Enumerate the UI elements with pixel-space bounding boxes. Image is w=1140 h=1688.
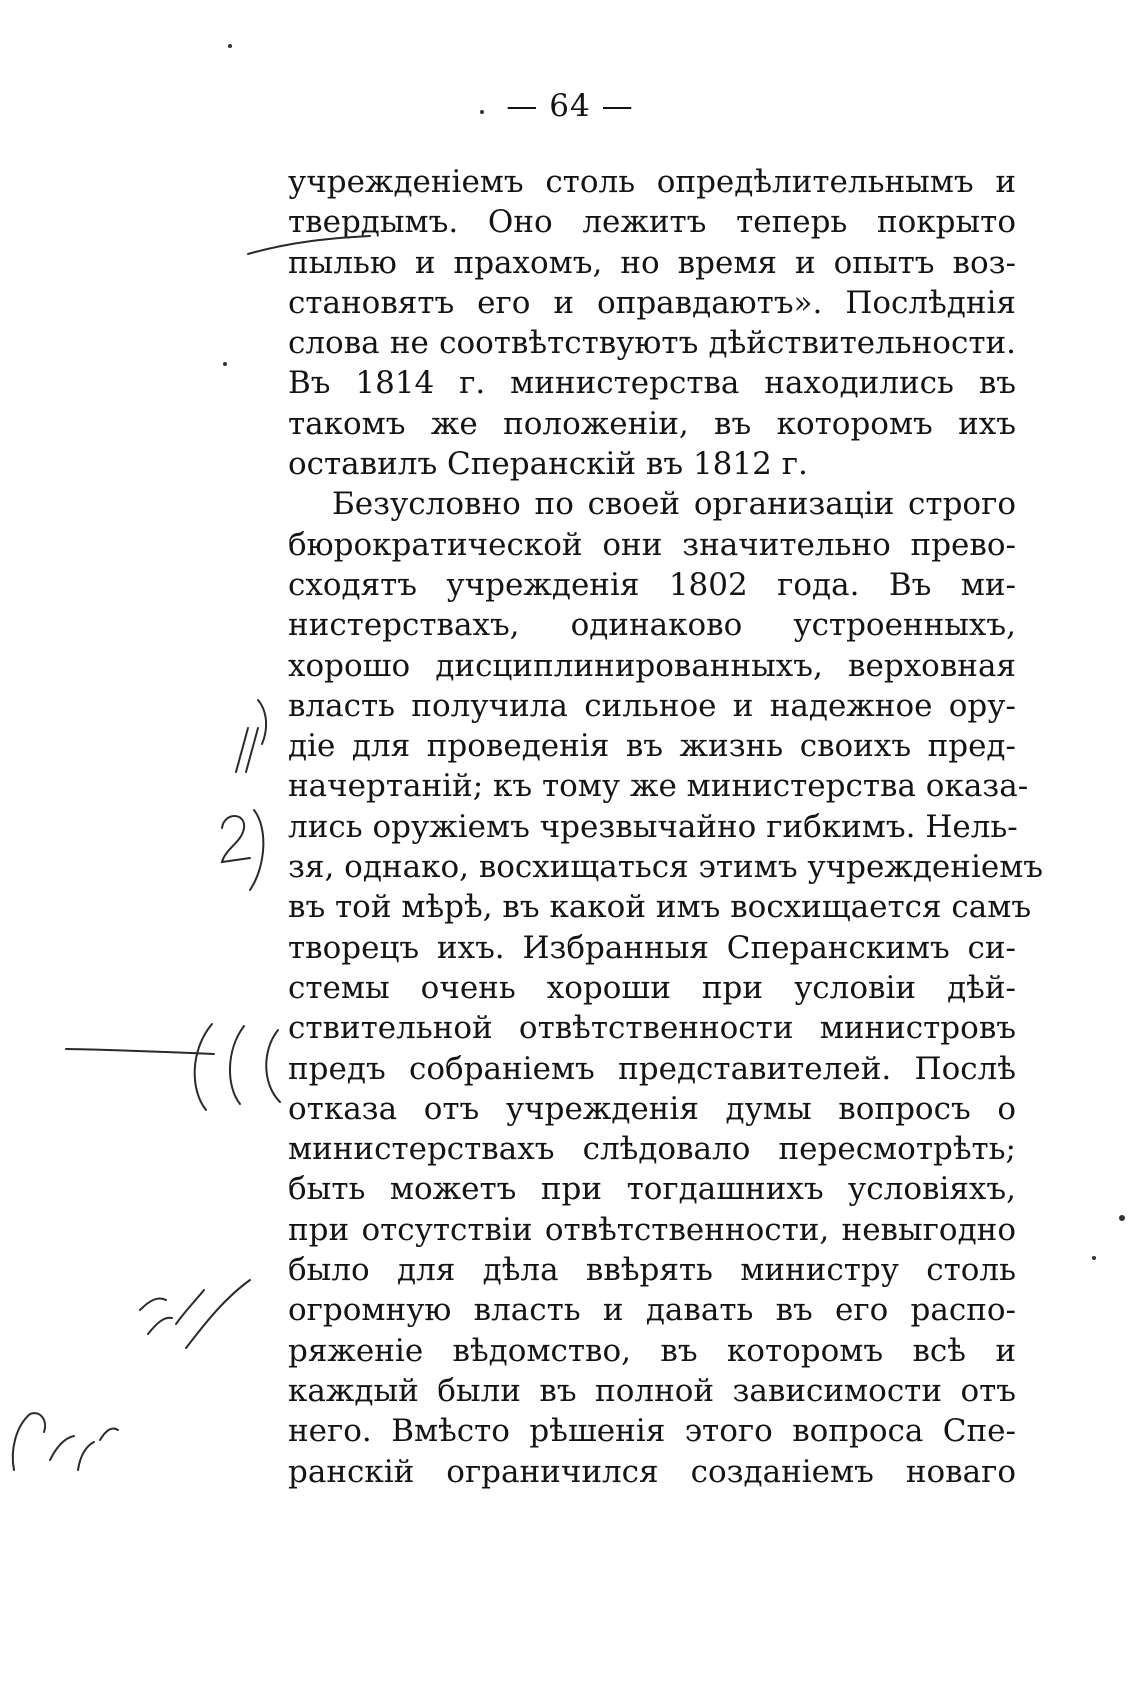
margin-bracket-mark — [258, 700, 266, 744]
page-number: — 64 — — [506, 88, 634, 124]
text-line: каждый были въ полной зависимости отъ — [288, 1372, 1016, 1409]
text-line: зя, однако, восхищаться этимъ учрежденіемъ — [288, 849, 1044, 886]
text-line: огромную власть и давать въ его распо- — [288, 1292, 1016, 1329]
margin-slash-mark — [246, 728, 258, 772]
margin-bracket-mark — [195, 1024, 212, 1110]
text-line: хорошо дисциплинированныхъ, верховная — [288, 647, 1016, 684]
text-line: было для дѣла ввѣрять министру столь — [288, 1252, 1016, 1289]
text-line: власть получила сильное и надежное ору- — [288, 687, 1016, 724]
text-line: ствительной отвѣтственности министровъ — [288, 1010, 1016, 1047]
text-line: стемы очень хороши при условіи дѣй- — [288, 969, 1016, 1006]
text-line: при отсутствіи отвѣтственности, невыгодно — [288, 1211, 1016, 1248]
margin-bracket-mark — [250, 810, 263, 890]
text-line: творецъ ихъ. Избранныя Сперанскимъ си- — [288, 929, 1016, 966]
margin-scribble-mark — [140, 1298, 172, 1334]
margin-slash-mark — [236, 728, 248, 772]
text-line: предъ собраніемъ представителей. Послѣ — [288, 1050, 1016, 1087]
body-text — [288, 162, 1044, 1492]
margin-scribble-mark — [13, 1413, 45, 1470]
text-line: Безусловно по своей организаціи строго — [332, 486, 1016, 523]
margin-bracket-mark — [230, 1026, 244, 1104]
paper-speck — [228, 44, 232, 48]
text-line: ряженіе вѣдомство, въ которомъ всѣ и — [288, 1332, 1016, 1369]
paper-speck — [1092, 1256, 1096, 1260]
text-line: быть можетъ при тогдашнихъ условіяхъ, — [288, 1171, 1016, 1208]
text-line: учрежденіемъ столь опредѣлительнымъ и — [288, 164, 1016, 200]
text-line: пылью и прахомъ, но время и опытъ воз- — [288, 244, 1016, 281]
text-line: слова не соотвѣтствуютъ дѣйствительности. — [288, 325, 1016, 362]
text-line: оставилъ Сперанскій въ 1812 г. — [288, 446, 808, 483]
paper-speck — [223, 362, 227, 366]
text-line: такомъ же положеніи, въ которомъ ихъ — [288, 405, 1016, 442]
margin-numeral-mark — [222, 816, 250, 862]
paper-speck — [1119, 1215, 1125, 1221]
text-line: лись оружіемъ чрезвычайно гибкимъ. Нель- — [288, 808, 1018, 845]
text-line: нистерствахъ, одинаково устроенныхъ, — [288, 607, 1016, 644]
margin-long-dash-mark — [66, 1049, 214, 1054]
text-line: сходятъ учрежденія 1802 года. Въ ми- — [288, 566, 1016, 603]
text-line: ранскій ограничился созданіемъ новаго — [288, 1453, 1016, 1490]
text-line: твердымъ. Оно лежитъ теперь покрыто — [288, 204, 1016, 241]
text-line: діе для проведенія въ жизнь своихъ пред- — [288, 728, 1016, 765]
text-line: Въ 1814 г. министерства находились въ — [288, 365, 1016, 402]
margin-scribble-mark — [100, 1428, 118, 1440]
text-line: бюрократической они значительно прево- — [288, 526, 1016, 563]
text-line: отказа отъ учрежденія думы вопросъ о — [288, 1090, 1016, 1127]
text-line: министерствахъ слѣдовало пересмотрѣть; — [288, 1131, 1016, 1168]
text-line: въ той мѣрѣ, въ какой имъ восхищается самъ — [288, 889, 1032, 926]
margin-scribble-mark — [176, 1280, 250, 1348]
margin-bracket-mark — [266, 1030, 280, 1102]
margin-scribble-mark — [50, 1436, 94, 1470]
text-line: становятъ его и оправдаютъ». Послѣднія — [288, 284, 1016, 321]
text-line: начертаній; къ тому же министерства оказа- — [288, 768, 1029, 805]
text-line: него. Вмѣсто рѣшенія этого вопроса Спе- — [288, 1413, 1016, 1450]
